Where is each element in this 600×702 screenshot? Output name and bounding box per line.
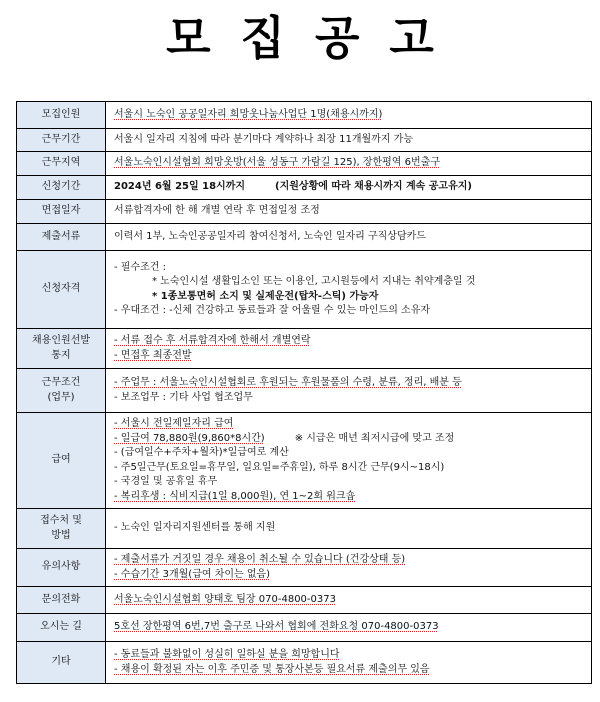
caution-line: - 제출서류가 거짓일 경우 채용이 취소될 수 있습니다 (건강상태 등) [114, 554, 406, 565]
row-label: 모집인원 [17, 102, 106, 129]
page-title: 모집공고 [166, 11, 464, 65]
row-label: 접수처 및 [40, 515, 82, 526]
row-label: 신청기간 [17, 176, 106, 200]
row-label: (업무) [47, 391, 75, 403]
row-label: 문의전화 [17, 587, 106, 614]
required-heading: - 필수조건 : [114, 261, 166, 273]
row-label: 근무기간 [17, 129, 106, 152]
row-label: 근무조건 [41, 377, 81, 388]
table-row [17, 509, 592, 549]
table-row [17, 369, 592, 413]
directions-value: 5호선 장한평역 6번,7번 출구로 나와서 협회에 전화요청 070-4800-0373 [114, 621, 439, 633]
preferred-condition: - 우대조건 : -신체 건강하고 동료들과 잘 어울릴 수 있는 마인드의 소유자 [114, 305, 431, 316]
required-item: * 1종보통면허 소지 및 실제운전(탑차-스틱) 가능자 [152, 290, 379, 302]
table-row [17, 176, 592, 200]
etc-line: - 동료들과 불화없이 성실히 일하실 분을 희망합니다 [114, 649, 340, 660]
row-label: 면접일자 [17, 200, 106, 224]
table-row [17, 251, 592, 329]
salary-line: - (급여일수+주차+월차)*일급여로 계산 [114, 447, 289, 458]
apply-deadline: 2024년 6월 25일 18시까지 [114, 181, 246, 193]
salary-line: - 국경일 및 공휴일 휴무 [114, 476, 218, 487]
salary-line: - 서울시 전일제일자리 급여 [114, 418, 234, 429]
row-label: 기타 [17, 642, 106, 684]
table-row [17, 329, 592, 369]
duty-line: - 보조업무 : 기타 사업 협조업무 [114, 391, 253, 403]
table-row [17, 642, 592, 684]
salary-line: - 주5일근무(토요일=휴무일, 일요일=주휴일), 하루 8시간 근무(9시~18시) [114, 461, 445, 473]
table-row [17, 587, 592, 614]
row-label: 유의사항 [17, 549, 106, 587]
row-value: 서울시 일자리 지침에 따라 분기마다 계약하나 최장 11개월까지 가능 [106, 129, 592, 152]
table-row [17, 549, 592, 587]
row-label: 방법 [51, 529, 71, 541]
row-label: 통지 [51, 349, 71, 361]
row-value: 서울노숙인시설협회 희망옷방(서울 성동구 가람길 125), 장한평역 6번출구 [114, 157, 440, 169]
table-row [17, 152, 592, 176]
etc-line: - 채용이 확정된 자는 이후 주민증 및 통장사본등 필요서류 제출의무 있음 [114, 663, 430, 675]
salary-line: - 복리후생 : 식비지급(1일 8,000원), 연 1~2회 워크숍 [114, 490, 356, 502]
table-row [17, 224, 592, 251]
row-value: 서류합격자에 한 해 개별 연락 후 면접일정 조정 [106, 200, 592, 224]
table-row [17, 413, 592, 509]
row-label: 오시는 길 [17, 614, 106, 642]
row-label: 신청자격 [17, 251, 106, 329]
table-row [17, 129, 592, 152]
selection-line: - 서류 접수 후 서류합격자에 한해서 개별연락 [114, 335, 311, 346]
salary-note: ※ 시급은 매년 최저시급에 맞고 조정 [294, 432, 455, 444]
row-value: - 노숙인 일자리지원센터를 통해 지원 [106, 509, 592, 549]
row-value: 이력서 1부, 노숙인공공일자리 참여신청서, 노숙인 일자리 구직상담카드 [106, 224, 592, 251]
required-item: * 노숙인시설 생활입소인 또는 이용인, 고시원등에서 지내는 취약계층일 것 [152, 276, 476, 287]
apply-note: (지원상황에 따라 채용시까지 계속 공고유지) [275, 181, 472, 193]
salary-line: - 일급여 78,880원(9,860*8시간) [114, 432, 265, 444]
row-label: 근무지역 [17, 152, 106, 176]
selection-line: - 면접후 최종전발 [114, 349, 192, 361]
caution-line: - 수습기간 3개월(급여 차이는 없음) [114, 568, 271, 580]
contact-value: 서울노숙인시설협회 양태호 팀장 070-4800-0373 [114, 593, 336, 605]
table-row [17, 200, 592, 224]
row-label: 제출서류 [17, 224, 106, 251]
row-label: 채용인원선발 [32, 335, 90, 346]
row-value: 서울시 노숙인 공공일자리 희망옷나눔사업단 1명(채용시까지) [114, 108, 383, 120]
row-label: 급여 [17, 413, 106, 509]
table-row [17, 102, 592, 129]
notice-table [16, 101, 592, 684]
duty-line: - 주업무 : 서울노숙인시설협회로 후원되는 후원물품의 수령, 분류, 정리, 배분 등 [114, 377, 462, 388]
table-row [17, 614, 592, 642]
